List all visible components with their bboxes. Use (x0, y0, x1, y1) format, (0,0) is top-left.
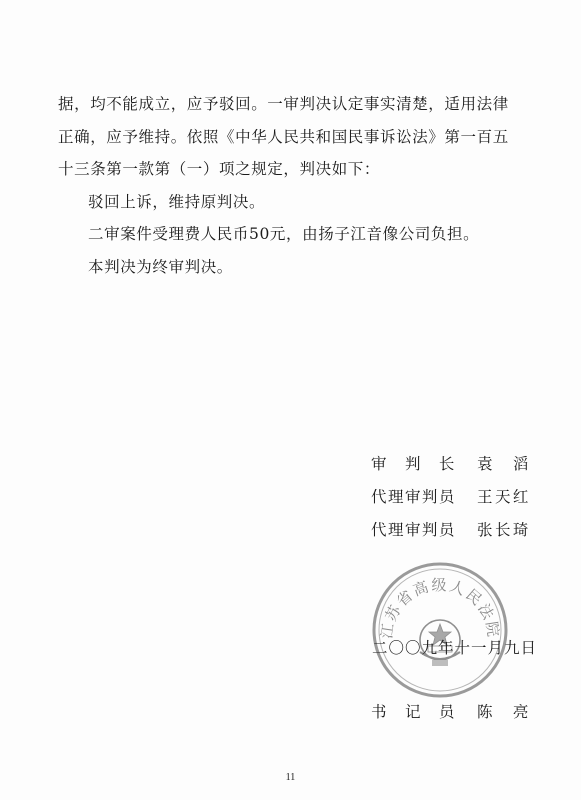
judgment-date: 二〇〇九年十一月九日 (371, 639, 537, 657)
clerk-row (371, 700, 529, 722)
page-number: 11 (285, 772, 296, 783)
signature-block (371, 448, 529, 547)
body-line-1: 据，均不能成立，应予驳回。一审判决认定事实清楚，适用法律 (58, 95, 509, 113)
presiding-judge-name: 袁滔 (477, 455, 529, 473)
court-seal (370, 560, 510, 700)
presiding-judge-role: 审判长 (371, 455, 455, 473)
presiding-judge-row (371, 448, 529, 481)
acting-judge-role-1: 代理审判员 (371, 488, 455, 506)
seal-text-path: 江苏省高级人民法院 (377, 576, 503, 640)
clerk-name: 陈亮 (477, 703, 529, 721)
body-line-3: 十三条第一款第（一）项之规定，判决如下： (58, 160, 381, 178)
judgment-body (58, 88, 538, 283)
ruling-line-1: 驳回上诉，维持原判决。 (88, 192, 266, 211)
body-line-2: 正确，应予维持。依照《中华人民共和国民事诉讼法》第一百五 (58, 127, 509, 146)
acting-judge-role-2: 代理审判员 (371, 521, 455, 539)
ruling-line-3: 本判决为终审判决。 (88, 257, 233, 276)
acting-judge-name-2: 张长琦 (477, 521, 529, 539)
acting-judge-name-1: 王天红 (477, 488, 529, 506)
clerk-role: 书记员 (371, 703, 455, 721)
acting-judge-row-2 (371, 514, 529, 547)
ruling-line-2: 二审案件受理费人民币50元，由扬子江音像公司负担。 (88, 225, 480, 243)
acting-judge-row-1 (371, 481, 529, 514)
